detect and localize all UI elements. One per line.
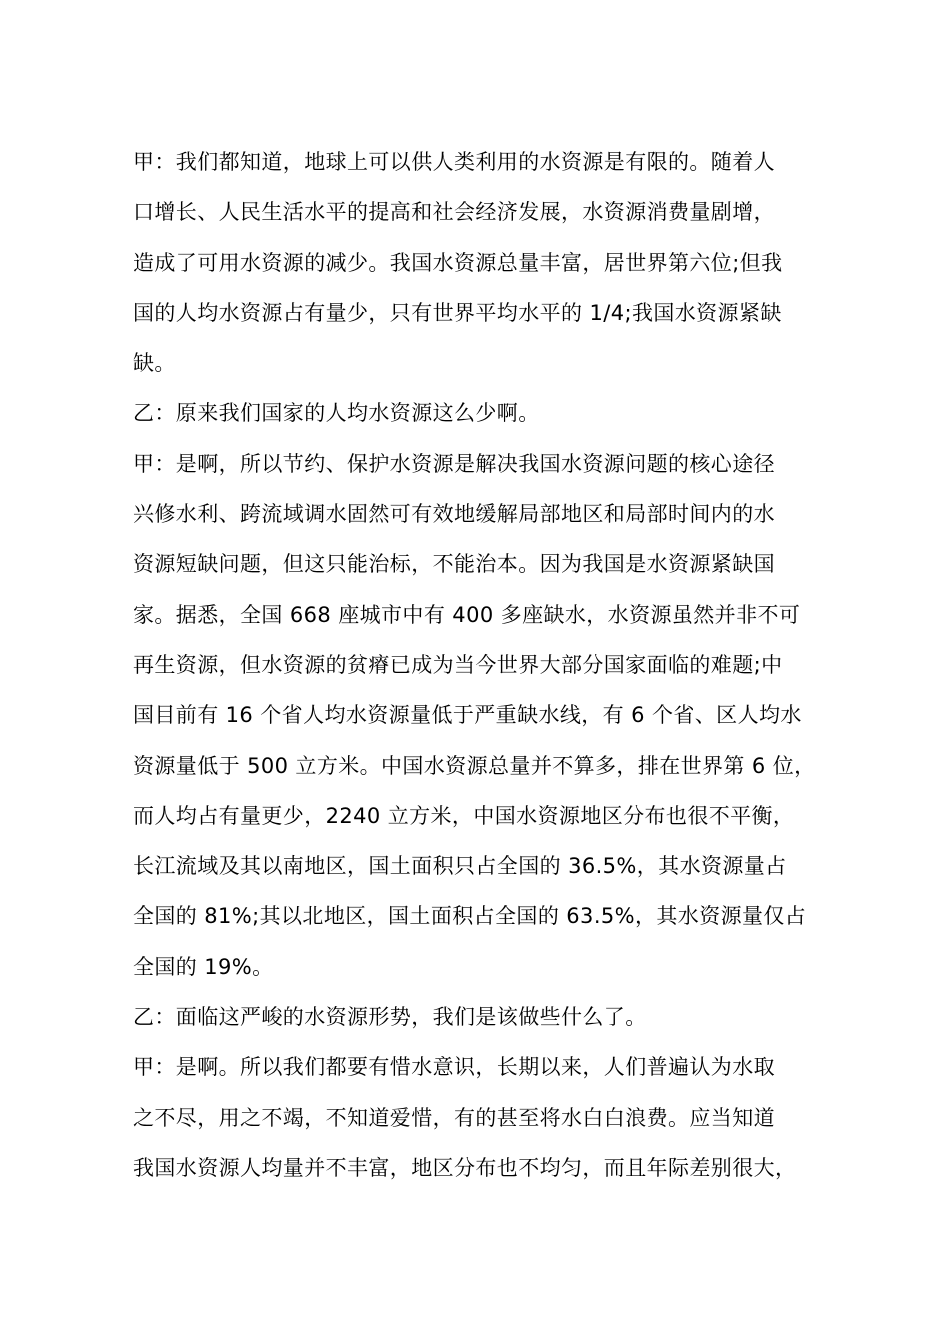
text-line: 资源量低于 500 立方米。中国水资源总量并不算多，排在世界第 6 位，	[133, 753, 816, 778]
text-line: 之不尽，用之不竭，不知道爱惜，有的甚至将水白白浪费。应当知道	[133, 1105, 775, 1130]
text-line: 国目前有 16 个省人均水资源量低于严重缺水线，有 6 个省、区人均水	[133, 703, 802, 728]
text-line: 而人均占有量更少，2240 立方米，中国水资源地区分布也很不平衡，	[133, 803, 795, 828]
text-line: 甲：是啊，所以节约、保护水资源是解决我国水资源问题的核心途径	[133, 451, 775, 476]
text-line: 造成了可用水资源的减少。我国水资源总量丰富，居世界第六位;但我	[133, 250, 783, 275]
text-line: 缺。	[133, 351, 176, 376]
text-line: 甲：我们都知道，地球上可以供人类利用的水资源是有限的。随着人	[133, 150, 775, 174]
text-line: 资源短缺问题，但这只能治标，不能治本。因为我国是水资源紧缺国	[133, 552, 775, 577]
text-line: 长江流域及其以南地区，国土面积只占全国的 36.5%，其水资源量占	[133, 854, 787, 879]
text-line: 全国的 19%。	[133, 954, 274, 979]
text-line: 家。据悉，全国 668 座城市中有 400 多座缺水，水资源虽然并非不可	[133, 602, 801, 627]
text-line: 我国水资源人均量并不丰富，地区分布也不均匀，而且年际差别很大，	[133, 1155, 797, 1180]
text-line: 国的人均水资源占有量少，只有世界平均水平的 1/4;我国水资源紧缺	[133, 300, 782, 325]
text-line: 甲：是啊。所以我们都要有惜水意识，长期以来，人们普遍认为水取	[133, 1055, 775, 1080]
text-line: 再生资源，但水资源的贫瘠已成为当今世界大部分国家面临的难题;中	[133, 652, 783, 677]
document-body	[133, 137, 833, 1193]
text-line: 全国的 81%;其以北地区，国土面积占全国的 63.5%，其水资源量仅占	[133, 904, 807, 929]
text-line: 口增长、人民生活水平的提高和社会经济发展，水资源消费量剧增，	[133, 200, 775, 225]
text-line: 兴修水利、跨流域调水固然可有效地缓解局部地区和局部时间内的水	[133, 502, 775, 527]
text-line: 乙：原来我们国家的人均水资源这么少啊。	[133, 401, 540, 426]
text-line: 乙：面临这严峻的水资源形势，我们是该做些什么了。	[133, 1005, 647, 1030]
